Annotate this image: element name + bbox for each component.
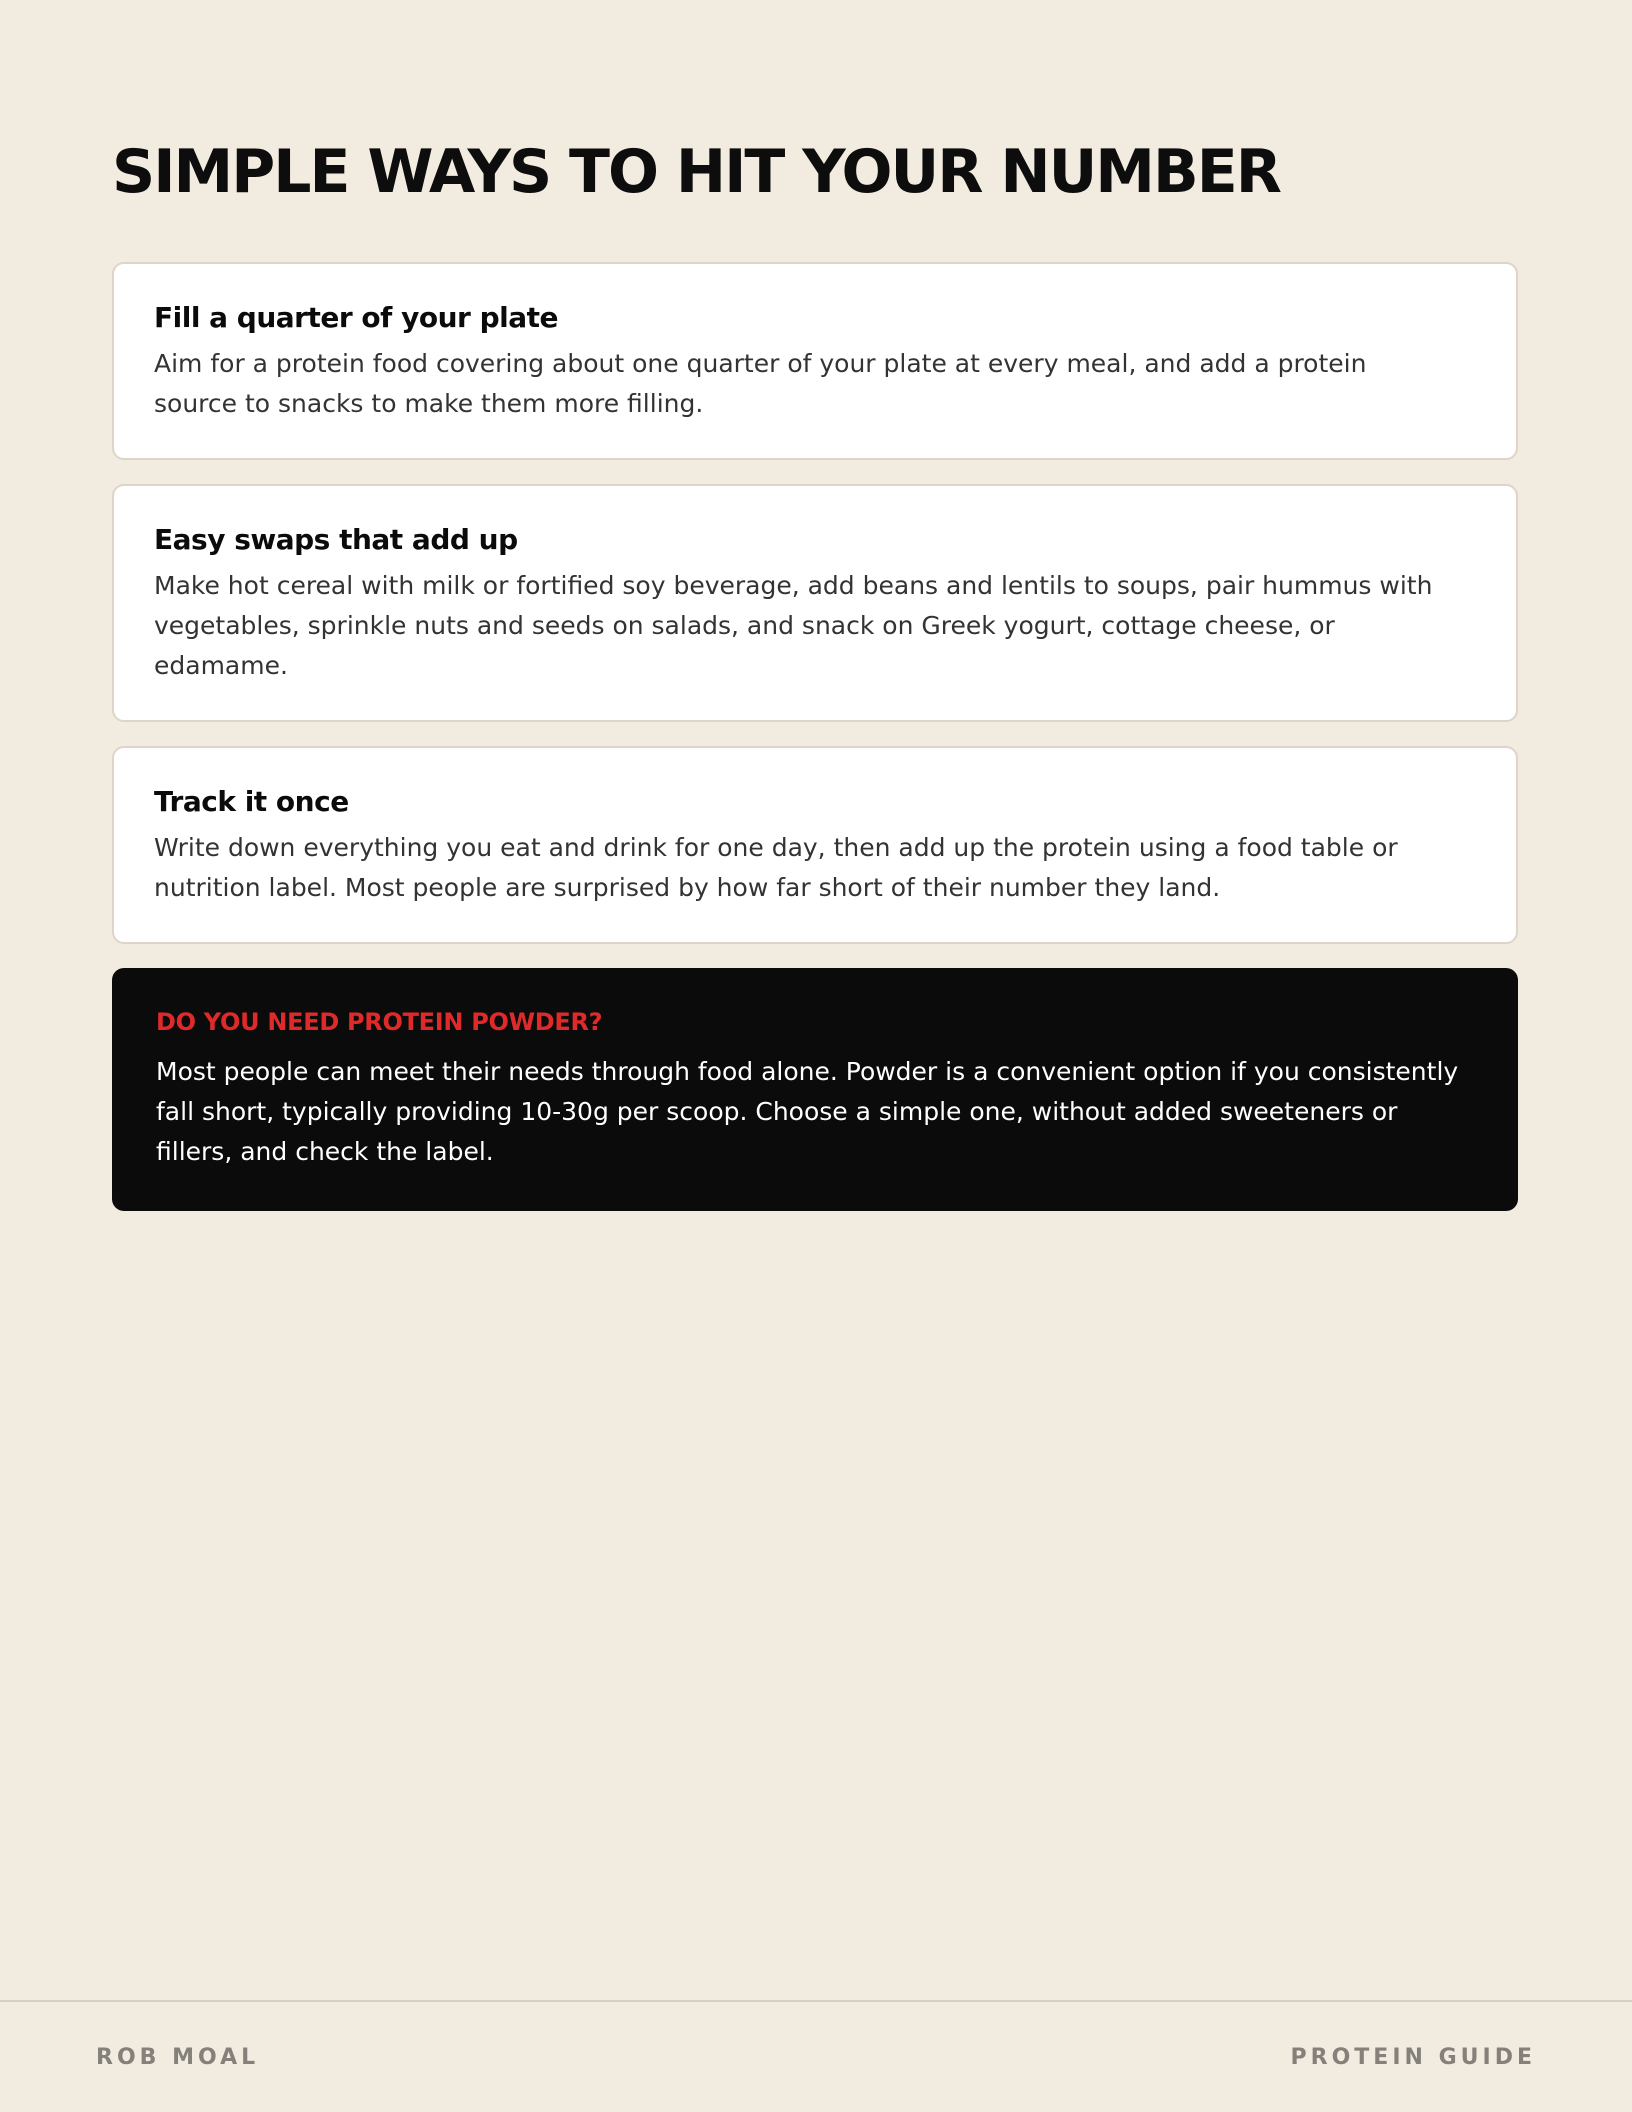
- callout-heading: DO YOU NEED PROTEIN POWDER?: [156, 1008, 603, 1036]
- callout-text: Most people can meet their needs through food alone. Powder is a convenient option if you consistently fall short, typically providing 10-30g per scoop. Choose a simple one, without added sweeteners or fillers, and check the label.: [156, 1057, 1459, 1166]
- tip-card-swaps: [112, 484, 1518, 722]
- footer-author: ROB MOAL: [96, 2045, 260, 2070]
- tip-card-plate: [112, 262, 1518, 460]
- card-text: Make hot cereal with milk or fortified soy beverage, add beans and lentils to soups, pair hummus with vegetables, sprinkle nuts and seeds on salads, and snack on Greek yogurt, cottage cheese, or edamame.: [154, 571, 1433, 680]
- page-footer: [0, 2000, 1632, 2112]
- card-text: Write down everything you eat and drink for one day, then add up the protein using a food table or nutrition label. Most people are surprised by how far short of their number they land.: [154, 833, 1398, 902]
- page-title: SIMPLE WAYS TO HIT YOUR NUMBER: [112, 137, 1280, 207]
- card-heading: Easy swaps that add up: [154, 523, 518, 556]
- footer-doc-title: PROTEIN GUIDE: [1290, 2045, 1536, 2070]
- card-heading: Fill a quarter of your plate: [154, 301, 558, 334]
- card-text: Aim for a protein food covering about one quarter of your plate at every meal, and add a protein source to snacks to make them more filling.: [154, 349, 1367, 418]
- tip-card-track: [112, 746, 1518, 944]
- card-heading: Track it once: [154, 785, 349, 818]
- protein-powder-callout: [112, 968, 1518, 1211]
